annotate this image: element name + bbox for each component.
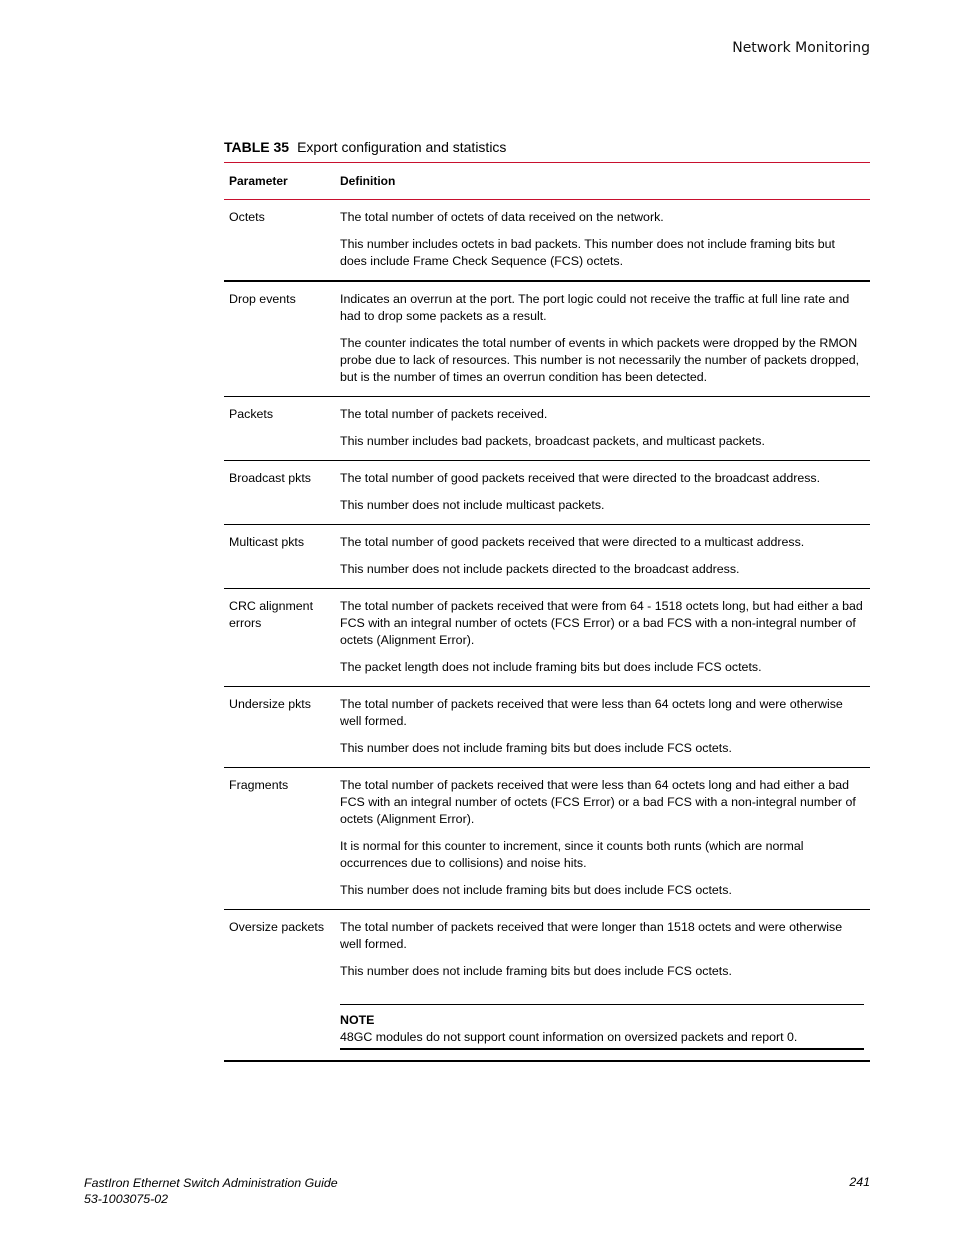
table-header <box>224 163 870 200</box>
definition-paragraph: Indicates an overrun at the port. The port logic could not receive the traffic at full line rate and had to drop some packets as a result. <box>340 292 850 323</box>
parameter-cell: Undersize pkts <box>229 697 311 711</box>
definition-paragraph: The total number of packets received that were less than 64 octets long and had either a bad FCS with an integral number of octets (FCS Error) or a bad FCS with a non-integral number of octets (Alignment Error). <box>340 778 856 826</box>
definition-paragraph: This number does not include multicast packets. <box>340 498 605 512</box>
parameter-cell: Oversize packets <box>229 920 325 934</box>
definition-paragraph: The total number of packets received. <box>340 407 548 421</box>
definition-paragraph: The total number of good packets received that were directed to a multicast address. <box>340 535 805 549</box>
parameter-cell: Octets <box>229 210 265 224</box>
definition-paragraph: This number includes octets in bad packets. This number does not include framing bits but does include Frame Check Sequence (FCS) octets. <box>340 237 835 268</box>
definition-paragraph: The total number of packets received that were longer than 1518 octets and were otherwise well formed. <box>340 920 843 951</box>
table-row <box>224 589 870 687</box>
parameter-cell: Broadcast pkts <box>229 471 311 485</box>
note-box <box>340 1004 864 1050</box>
definition-paragraph: The counter indicates the total number of events in which packets were dropped by the RMON probe due to lack of resources. This number is not necessarily the number of packets dropped, but is the number of times an overrun condition has been detected. <box>340 336 860 384</box>
definition-cell <box>340 919 870 1050</box>
definition-cell <box>340 470 870 514</box>
table-row <box>224 282 870 397</box>
definition-paragraph: This number includes bad packets, broadcast packets, and multicast packets. <box>340 434 765 448</box>
table-row <box>224 687 870 768</box>
column-header-parameter: Parameter <box>229 174 288 188</box>
doc-number: 53-1003075-02 <box>84 1192 169 1206</box>
definition-cell <box>340 406 870 450</box>
table-number: TABLE 35 <box>224 139 290 155</box>
parameters-table <box>224 138 870 1062</box>
page-number: 241 <box>849 1175 870 1189</box>
definition-paragraph: This number does not include framing bits but does include FCS octets. <box>340 964 732 978</box>
definition-paragraph: The packet length does not include framing bits but does include FCS octets. <box>340 660 762 674</box>
table-row <box>224 397 870 461</box>
table-row <box>224 768 870 910</box>
note-text: 48GC modules do not support count information on oversized packets and report 0. <box>340 1030 798 1044</box>
definition-paragraph: This number does not include packets directed to the broadcast address. <box>340 562 740 576</box>
definition-cell <box>340 209 870 270</box>
table-title: Export configuration and statistics <box>297 139 507 155</box>
parameter-cell: CRC alignment errors <box>229 599 314 630</box>
definition-paragraph: The total number of good packets received that were directed to the broadcast address. <box>340 471 821 485</box>
table-caption <box>224 138 870 162</box>
section-title: Network Monitoring <box>732 40 870 56</box>
note-title: NOTE <box>340 1013 375 1027</box>
definition-paragraph: It is normal for this counter to increment, since it counts both runts (which are normal occurrences due to collisions) and noise hits. <box>340 839 804 870</box>
table-row <box>224 200 870 282</box>
guide-title: FastIron Ethernet Switch Administration Guide <box>84 1176 338 1190</box>
parameter-cell: Fragments <box>229 778 289 792</box>
table-row <box>224 461 870 525</box>
table-row <box>224 910 870 1062</box>
definition-paragraph: The total number of octets of data received on the network. <box>340 210 664 224</box>
definition-paragraph: The total number of packets received that were from 64 - 1518 octets long, but had either a bad FCS with an integral number of octets (FCS Error) or a bad FCS with a non-integral number of octets (Alignment Error). <box>340 599 863 647</box>
definition-cell <box>340 696 870 757</box>
footer-guide-info <box>84 1175 338 1207</box>
definition-cell <box>340 777 870 899</box>
column-header-definition: Definition <box>340 174 396 188</box>
definition-cell <box>340 598 870 676</box>
table-row <box>224 525 870 589</box>
definition-paragraph: The total number of packets received that were less than 64 octets long and were otherwise well formed. <box>340 697 843 728</box>
definition-cell <box>340 534 870 578</box>
definition-paragraph: This number does not include framing bits but does include FCS octets. <box>340 883 732 897</box>
definition-paragraph: This number does not include framing bits but does include FCS octets. <box>340 741 732 755</box>
parameter-cell: Drop events <box>229 292 296 306</box>
table-body <box>224 200 870 1062</box>
parameter-cell: Packets <box>229 407 274 421</box>
parameter-cell: Multicast pkts <box>229 535 305 549</box>
definition-cell <box>340 291 870 386</box>
